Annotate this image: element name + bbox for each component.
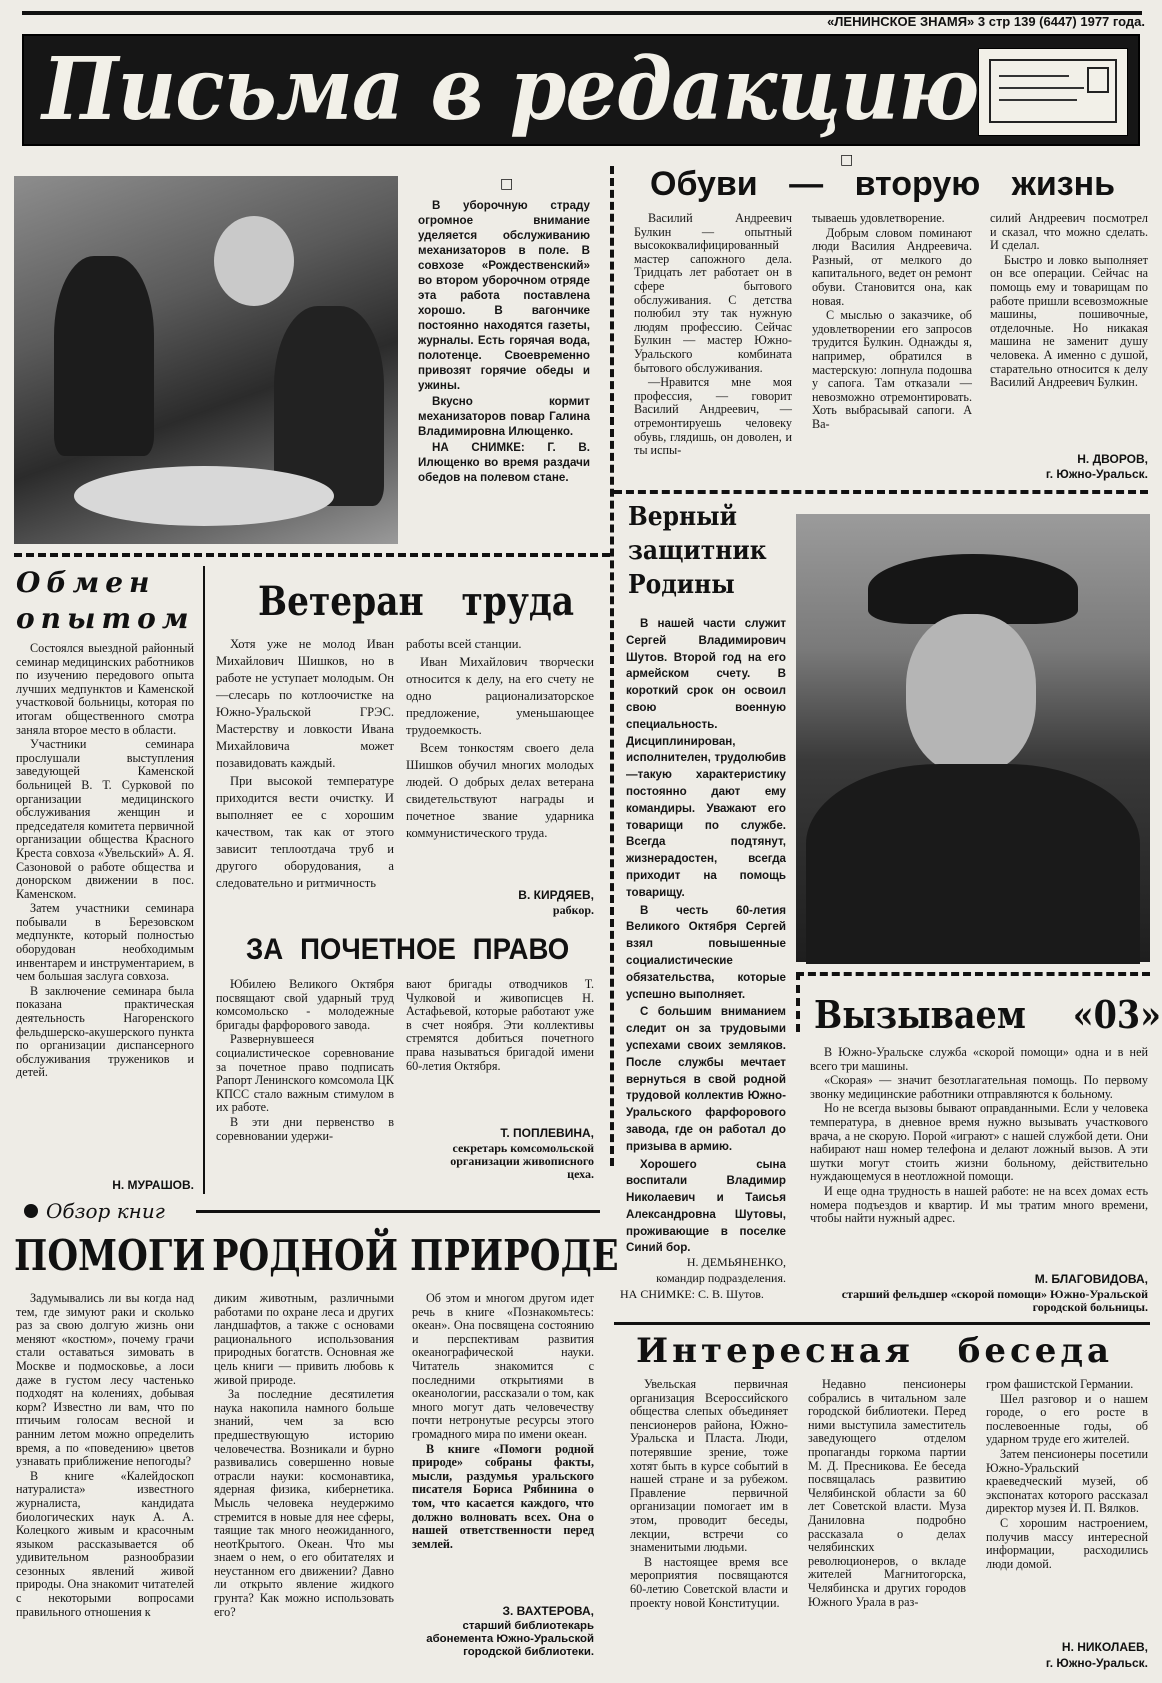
obuvi-col1: Василий Андреевич Булкин — опытный высококвалифицированный мастер сапожного дела. Тридцать лет работает он в сфере бытового обслуживания. С детства полюбил эту так нужную людям профессию. Сейчас Булкин — мастер Южно-Уральского комбината бытового обслуживания. —Нравится мне моя профессия, — говорит Василий Андреевич, — отремонтируешь человеку обувь, глядишь, он доволен, и ты испы-: [634, 211, 792, 458]
obzor-signature-role: старший библиотекарь абонемента Южно-Уральской городской библиотеки.: [426, 1620, 594, 1658]
beseda-col1: Увельская первичная организация Всероссийского общества слепых объединяет пенсионеров района, Южно-Уральска и Пласта. Люди, потерявшие зрение, тоже хотят быть в курсе событий в нашей стране и за рубежом. Правление первичной организации помогает им в этом, проводит беседы, лекции, встречи со знаменитыми людьми. В настоящее время все мероприятия посвящаются 60-летию Советской власти и проекту новой Конституции.: [630, 1377, 788, 1610]
obzor-title-word-1: ПОМОГИ: [14, 1231, 206, 1280]
obuvi-title: Обуви — вторую жизнь: [650, 165, 1116, 203]
obuvi-col2: тываешь удовлетворение. Добрым словом поминают люди Василия Андреевича. Разный, от мелкого до капитального, ведет он ремонт обуви. Становится она, как новая. С мыслью о заказчике, об удовлетворении его запросов трудится Булкин. Однажды я, например, обратился в мастерскую: лопнула подошва у сапога. Там отказали — невозможно отремонтировать. Хоть выбрасывай сапоги. А Ва-: [812, 211, 972, 431]
veteran-title: Ветеран труда: [258, 578, 575, 625]
beseda-signature: Н. НИКОЛАЕВ,: [1061, 1640, 1148, 1654]
vyzyvaem-signature: М. БЛАГОВИДОВА,: [1034, 1272, 1148, 1286]
verny-body: В нашей части служит Сергей Владимирович Шутов. Второй год на его армейском счету. В короткий срок он освоил свою военную специальность. Дисциплинирован, исполнителен, трудолюбив —такую характеристику постоянно дают ему командиры. Уважают его товарищи по службе. Всегда подтянут, жизнерадостен, всегда приходит на помощь товарищу. В честь 60-летия Великого Октября Сергей взял повышенные социалистические обязательства, которые успешно выполняет. С большим вниманием следит он за трудовыми успехами своих земляков. После службы мечтает вернуться в свой родной трудовой коллектив Южно-Уральского фарфорового завода, где он работал до призыва в армию. Хорошего сына воспитали Владимир Николаевич и Таисья Александровна Шутовы, проживающие в поселке Синий бор.: [626, 617, 786, 1255]
beseda-signature-city: г. Южно-Уральск.: [1045, 1656, 1148, 1670]
letter-drawing: [978, 48, 1128, 136]
veteran-signature: В. КИРДЯЕВ,: [518, 888, 594, 902]
pochet-col2: вают бригады отводчиков Т. Чулковой и живописцев Н. Астафьевой, которые работают уже в счет ноября. Эти коллективы стремятся добиться почетного права называться бригадой имени 60-летия Октября.: [406, 977, 594, 1073]
obmen-title-2: опытом: [16, 602, 195, 635]
separator-top-left: [14, 553, 610, 557]
beseda-separator: [614, 1322, 1150, 1325]
pochet-signature: Т. ПОПЛЕВИНА,: [500, 1126, 594, 1140]
verny-signature: Н. ДЕМЬЯНЕНКО,: [686, 1255, 786, 1269]
obuvi-col3: силий Андреевич посмотрел и сказал, что можно сделать. И сделал. Быстро и ловко выполняет он все операции. Сейчас на помощь ему и товарищам по работе пришли всевозможные машины, пошивочные, отделочные. Но никакая машина не заменит душу человека. А именно с душой, старательно относится к делу Василий Андреевич Булкин.: [990, 211, 1148, 390]
column-separator: [610, 166, 614, 1166]
vertical-rule: [203, 566, 205, 1194]
photo-caption-marker: □: [500, 176, 514, 192]
obuvi-signature: Н. ДВОРОВ,: [1077, 452, 1148, 466]
obzor-signature: З. ВАХТЕРОВА,: [502, 1604, 594, 1618]
obuvi-signature-city: г. Южно-Уральск.: [1045, 467, 1148, 481]
obmen-title-1: Обмен: [16, 566, 156, 599]
vyzyvaem-signature-role: старший фельдшер «скорой помощи» Южно-Уральской городской больницы.: [841, 1287, 1148, 1314]
veteran-col1: Хотя уже не молод Иван Михайлович Шишков, но в работе не уступает молодым. Он —слесарь по котлоочистке на Южно-Уральской ГРЭС. Мастерству и ловкости Ивана Михайловича может позавидовать каждый. При высокой температуре приходится вести очистку. И выполняет ее с хорошим качеством, так как от этого зависит теплоотдача труб и другого оборудования, а следовательно и ритмичность: [216, 637, 394, 890]
masthead-line: «ЛЕНИНСКОЕ ЗНАМЯ» 3 стр 139 (6447) 1977 года.: [827, 14, 1145, 29]
obuvi-marker: □: [840, 152, 854, 168]
obzor-rubric: Обзор книг: [46, 1198, 196, 1224]
separator-top-right: [614, 490, 1148, 494]
obzor-col2: диким животным, различными работами по охране леса и других ландшафтов, а также с основами рационального использования природных богатств. Основная же цель книги — привить любовь к живой природе. За последние десятилетия наука накопила намного больше знаний, чем за всю предшествующую историю человечества. Возникали и бурно развивались совершенно новые отрасли науки: космонавтика, ядерная физика, кибернетика. Мысль человека неудержимо стремится в новые для нее сферы, таящие так много неожиданного, неотКрытого. Океан. Что мы знаем о нем, о его обитателях и неустанном его движении? Давно ли открыто явление жидкого грунта? Как можно использовать его?: [214, 1291, 394, 1619]
veteran-col2: работы всей станции. Иван Михайлович творчески относится к делу, на его счету не одно рационализаторское предложение, уменьшающее трудоемкость. Всем тонкостям своего дела Шишков обучил многих молодых людей. О добрых делах ветерана свидетельствуют награды и почетное звание ударника коммунистического труда.: [406, 637, 594, 840]
obzor-title-word-3: ПРИРОДЕ: [410, 1231, 619, 1280]
obmen-signature: Н. МУРАШОВ.: [112, 1178, 194, 1192]
obzor-title-word-2: РОДНОЙ: [212, 1231, 399, 1280]
vyzyvaem-title: Вызываем «03»: [814, 992, 1162, 1037]
rubric-banner: [22, 34, 1140, 146]
obzor-bullet-icon: [24, 1204, 38, 1218]
envelope-icon: [989, 59, 1117, 123]
beseda-title: Интересная беседа: [636, 1331, 1114, 1371]
vyzyvaem-body: В Южно-Уральске служба «скорой помощи» одна и в ней всего три машины. «Скорая» — значит безотлагательная помощь. По первому звонку медицинские работники отправляются к больному. Но не всегда вызовы бывают оправданными. Если у человека температура, в дневное время нужно вызывать участкового врача, а не скорую. Порой «играют» с нашей службой дети. Они набирают наш номер телефона и делают ложный вызов. А эти шутки могут стоить жизни больному, действительно нуждающемуся в неотложной помощи. И еще одна трудность в нашей работе: не на всех домах есть номера подъездов и квартир. И мы тратим много времени, чтобы найти нужный адрес.: [810, 1045, 1148, 1226]
obzor-col1: Задумывались ли вы когда над тем, где зимуют раки и сколько раз за свою долгую жизнь они меняют «костюм», почему грачи стали оставаться зимовать в Москве и подмосковье, а лоси даже в густом лесу частенько подходят на колениях, добывая корм? Известно ли вам, что по птичьим голосам весной и ранним летом можно определить время, а по «поведению» цветов узнавать приближение непогоды? В книге «Калейдоскоп натуралиста» известного журналиста, кандидата биологических наук А. А. Колецкого живым и красочным языком рассказывается об удивительном разнообразии сезонных явлений живой природы. Она знакомит читателей с некоторыми вопросами правильного отношения к: [16, 1291, 194, 1619]
verny-signature-role: командир подразделения.: [656, 1271, 786, 1285]
verny-photo-caption: НА СНИМКЕ: С. В. Шутов.: [620, 1287, 764, 1301]
photo-soldier: [796, 514, 1150, 962]
pochet-col1: Юбилею Великого Октября посвящают свой ударный труд комсомольско - молодежные бригады фарфорового завода. Развернувшееся социалистическое соревнование за почетное право подписать Рапорт Ленинского комсомола ЦК КПСС стало важным стимулом в их работе. В эти дни первенство в соревновании удержи-: [216, 977, 395, 1143]
verny-title: Верный защитник Родины: [628, 502, 767, 600]
vyzyvaem-frame-left: [796, 972, 800, 1032]
pochet-title: ЗА ПОЧЕТНОЕ ПРАВО: [246, 933, 570, 966]
photo-caption: В уборочную страду огромное внимание уделяется обслуживанию механизаторов в поле. В совхозе «Рождественский» во втором уборочном отряде эта работа поставлена хорошо. В вагончике постоянно находятся газеты, журналы. Есть горячая вода, полотенце. Своевременно привозят горячие обеды и ужины. Вкусно кормит механизаторов повар Галина Владимировна Илющенко. НА СНИМКЕ: Г. В. Илющенко во время раздачи обедов на полевом стане.: [418, 199, 590, 484]
pochet-signature-role: секретарь комсомольской организации живописного цеха.: [450, 1141, 594, 1181]
obmen-body: Состоялся выездной районный семинар медицинских работников по изучению передового опыта лучших медпунктов и Каменской участковой больницы, которая по итогам общественного смотра заняла второе место в области. Участники семинара прослушали выступления заведующей Каменской больницей В. Т. Сурковой по организации медицинского обслуживания женщин и председателя комитета первичной организации общества Красного Креста совхоза «Увельский» А. Я. Сазоновой о работе общества и донорском движении в пос. Каменском. Затем участники семинара побывали в Березовском медпункте, который полностью оборудован необходимым инвентарем и инструментарием, в чем большая заслуга совхоза. В заключение семинара была показана практическая деятельность Нагоренского фельдшерско-акушерского пункта по организации диспансерного обслуживания тружеников и детей.: [16, 641, 194, 1080]
vyzyvaem-frame: [796, 972, 1150, 980]
beseda-col2: Недавно пенсионеры собрались в читальном зале городской библиотеки. Перед ними выступила заместитель заведующего отделом пропаганды горкома партии М. Д. Пресникова. Ее беседа посвящалась развитию Челябинской области за 60 лет Советской власти. Муза Даниловна подробно рассказала о делах челябинских революционеров, о вкладе жителей Магнитогорска, Челябинска и других городов Южного Урала в раз-: [808, 1377, 966, 1609]
obzor-col3: Об этом и многом другом идет речь в книге «Познакомьтесь: океан». Она посвящена состоянию и перспективам развития океанографической науки. Читатель знакомится с последними открытиями в океанологии, рассказали о том, как много могут дать человечеству почти нетронутые ресурсы этого громадного мира по имени океан. В книге «Помоги родной природе» собраны факты, мысли, раздумья уральского писателя Бориса Рябинина о том, что касается каждого, что должно волновать всех. Она о нашей ответственности перед землей.: [412, 1291, 594, 1551]
veteran-signature-role: рабкор.: [552, 903, 594, 917]
beseda-col3: гром фашистской Германии. Шел разговор и о нашем городе, о его росте в послевоенные годы, об ударном труде его жителей. Затем пенсионеры посетили Южно-Уральский краеведческий музей, об экспонатах которого рассказал директор музея И. П. Вялков. С хорошим настроением, получив массу интересной информации, расходились люди домой.: [986, 1377, 1148, 1571]
rubric-title: Письма в редакцию: [42, 39, 979, 140]
photo-field-kitchen: [14, 176, 398, 544]
